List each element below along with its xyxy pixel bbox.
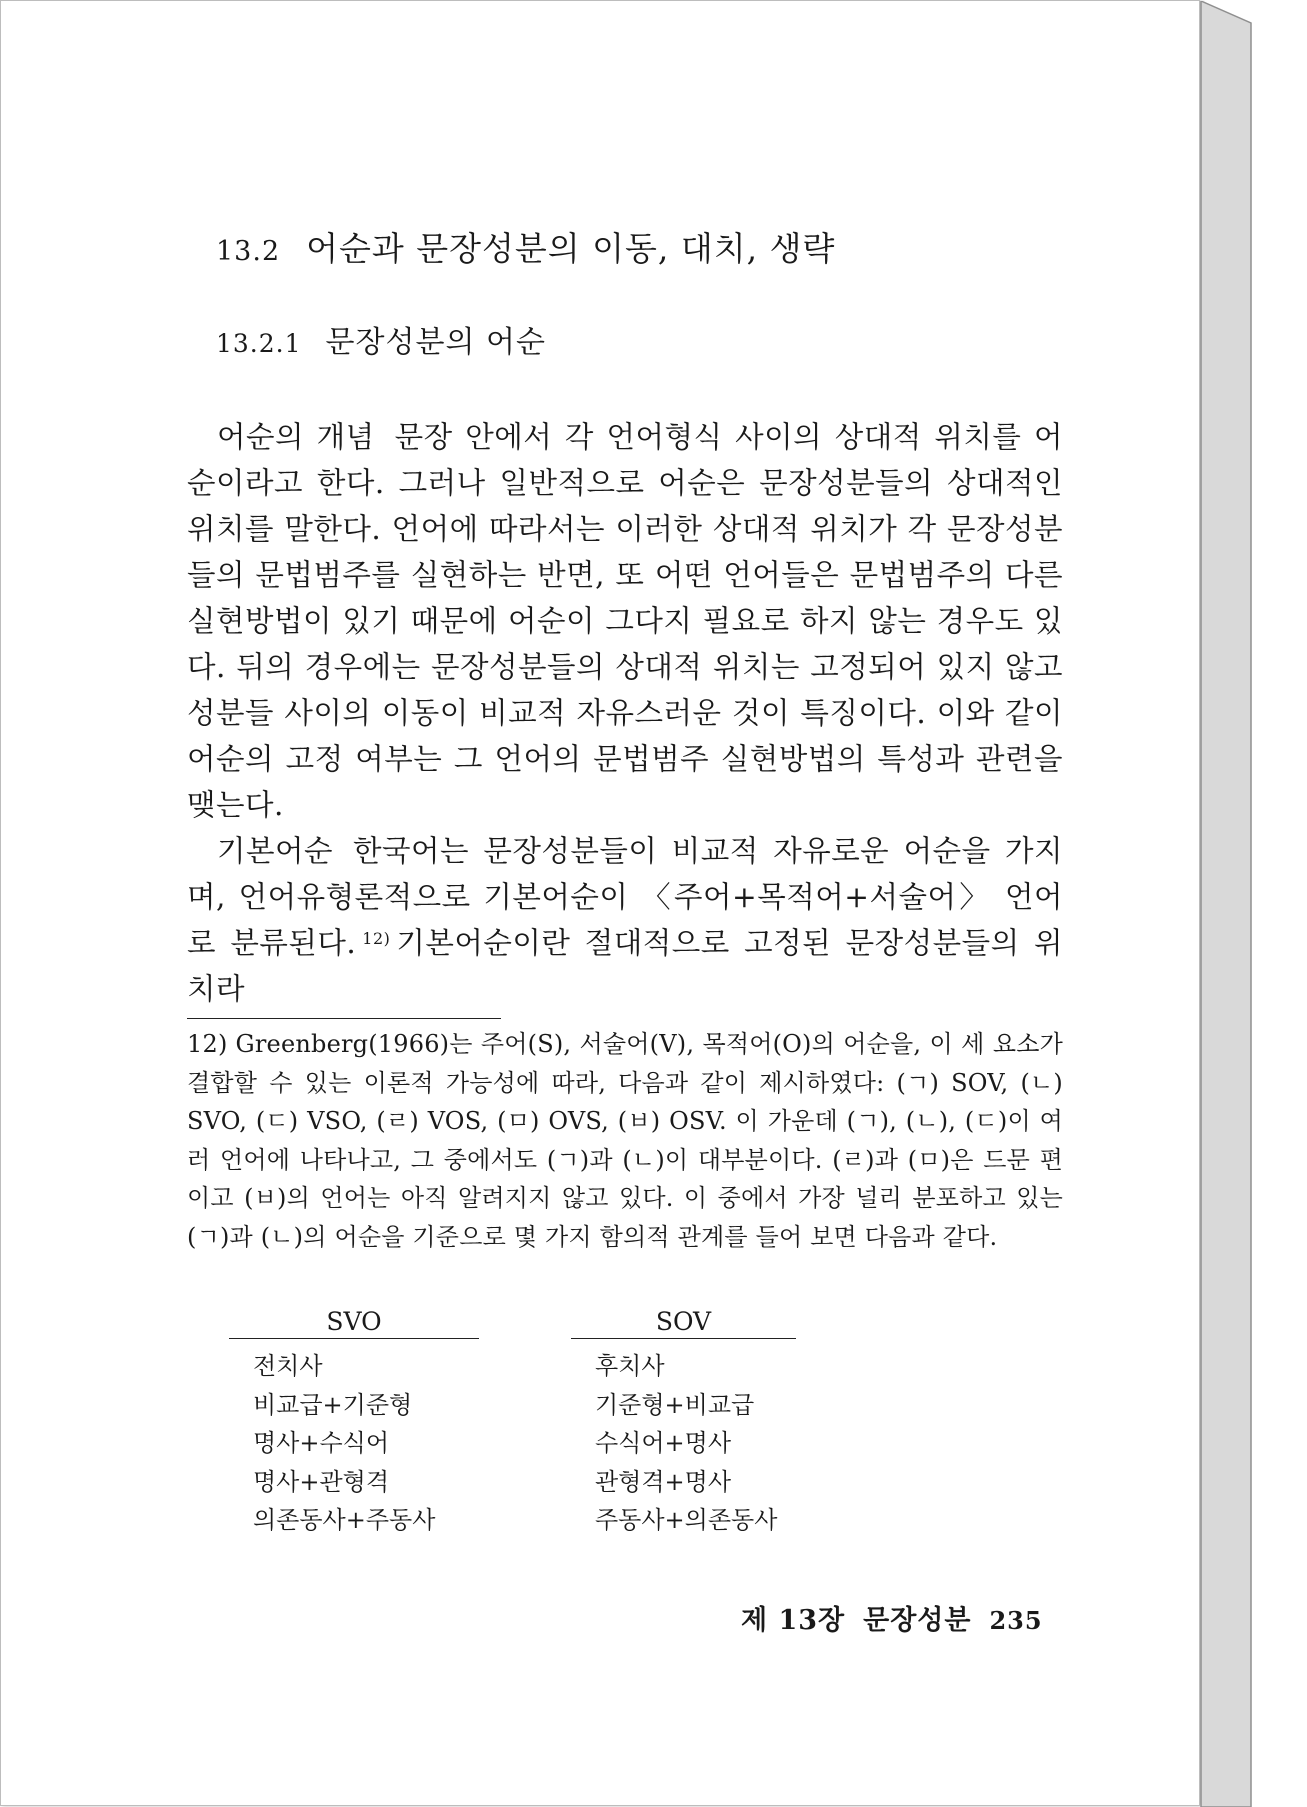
- subsection-number: 13.2.1: [216, 329, 302, 358]
- footnote-text: Greenberg(1966)는 주어(S), 서술어(V), 목적어(O)의 어순을, 이 세 요소가 결합할 수 있는 이론적 가능성에 따라, 다음과 같이 제시하였다: (ㄱ) SOV, (ㄴ) SVO, (ㄷ) VSO, (ㄹ) VOS, (ㅁ) OVS, (ㅂ) OSV. 이 가운데 (ㄱ), (ㄴ), (ㄷ)이 여러 언어에 나타나고, 그 중에서도 (ㄱ)과 (ㄴ)이 대부분이다. (ㄹ)과 (ㅁ)은 드문 편이고 (ㅂ)의 언어는 아직 알려지지 않고 있다. 이 중에서 가장 널리 분포하고 있는 (ㄱ)과 (ㄴ)의 어순을 기준으로 몇 가지 함의적 관계를 들어 보면 다음과 같다.: [187, 1030, 1063, 1251]
- chapter-label: 제 13장: [741, 1605, 846, 1636]
- section-title: 어순과 문장성분의 이동, 대치, 생략: [306, 229, 836, 268]
- sov-header: SOV: [571, 1307, 796, 1339]
- running-footer: [741, 1598, 1043, 1637]
- sov-row: 기준형+비교급: [595, 1390, 755, 1419]
- sov-column: [571, 1307, 796, 1540]
- section-number: 13.2: [216, 236, 281, 267]
- sov-row: 주동사+의존동사: [595, 1506, 778, 1534]
- subsection-heading: [216, 317, 546, 361]
- paragraph-word-order-concept: [187, 414, 1063, 828]
- body-text: [187, 414, 1063, 1012]
- svo-row: 비교급+기준형: [253, 1390, 413, 1419]
- chapter-title: 문장성분: [863, 1605, 972, 1636]
- paragraph-text-continued: 기본어순이란 절대적으로 고정된 문장성분들의 위치라: [187, 926, 1063, 1006]
- page-number: 235: [989, 1606, 1043, 1635]
- svo-row: 명사+수식어: [253, 1429, 390, 1457]
- paragraph-text: 한국어는 문장성분들이 비교적 자유로운 어순을 가지며, 언어유형론적으로 기본어순이 〈주어+목적어+서술어〉 언어로 분류된다.: [187, 834, 1063, 960]
- svo-row: 전치사: [253, 1352, 323, 1380]
- svo-row: 의존동사+주동사: [253, 1506, 436, 1534]
- svo-header: SVO: [229, 1307, 479, 1339]
- paragraph-basic-word-order: [187, 828, 1063, 1012]
- svo-column: [229, 1307, 479, 1540]
- footnote: [187, 1025, 1063, 1256]
- subsection-title: 문장성분의 어순: [325, 325, 546, 360]
- footnote-number: 12): [187, 1030, 228, 1058]
- sov-row: 후치사: [595, 1352, 665, 1380]
- paragraph-text: 문장 안에서 각 언어형식 사이의 상대적 위치를 어순이라고 한다. 그러나 일반적으로 어순은 문장성분들의 상대적인 위치를 말한다. 언어에 따라서는 이러한 상대적 위치가 각 문장성분들의 문법범주를 실현하는 반면, 또 어떤 언어들은 문법범주의 다른 실현방법이 있기 때문에 어순이 그다지 필요로 하지 않는 경우도 있다. 뒤의 경우에는 문장성분들의 상대적 위치는 고정되어 있지 않고 성분들 사이의 이동이 비교적 자유스러운 것이 특징이다. 이와 같이 어순의 고정 여부는 그 언어의 문법범주 실현방법의 특성과 관련을 맺는다.: [187, 420, 1063, 822]
- sov-row: 수식어+명사: [595, 1429, 732, 1457]
- paragraph-term: 기본어순: [217, 834, 333, 868]
- footnote-divider: [187, 1018, 501, 1019]
- paragraph-term: 어순의 개념: [217, 420, 375, 454]
- svo-row: 명사+관형격: [253, 1467, 390, 1496]
- section-heading: [216, 223, 835, 270]
- footnote-reference: 12): [362, 929, 391, 948]
- sov-row: 관형격+명사: [595, 1467, 732, 1496]
